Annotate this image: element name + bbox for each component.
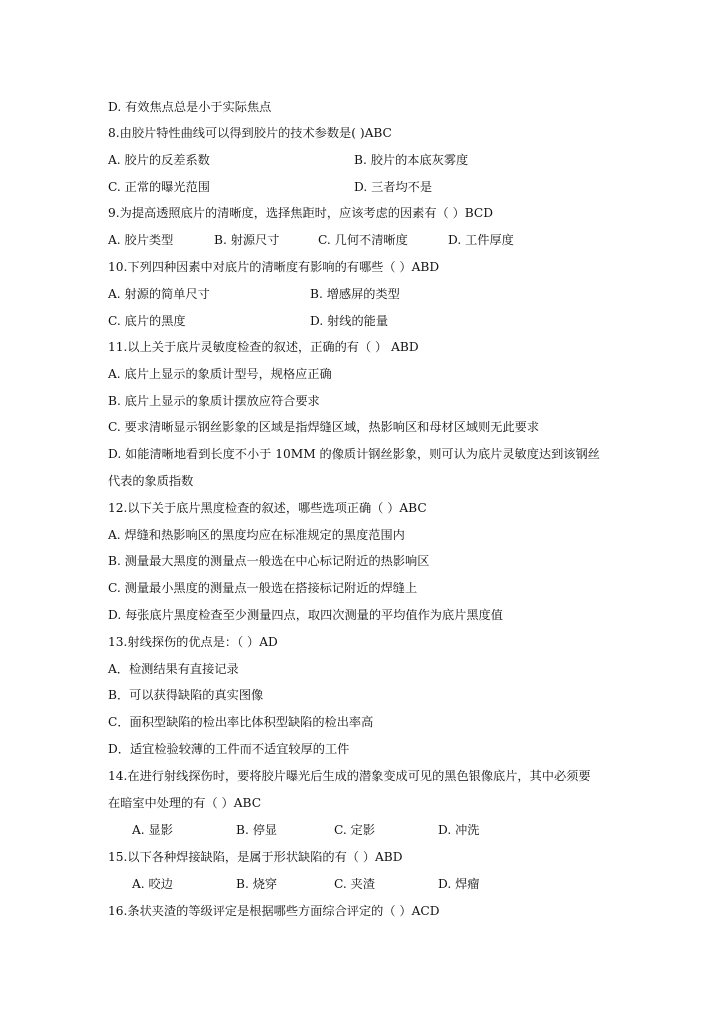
q7-option-d: D. 有效焦点总是小于实际焦点 bbox=[108, 100, 272, 114]
question-9: 9.为提高透照底片的清晰度，选择焦距时，应该考虑的因素有（ ）BCD bbox=[108, 206, 494, 220]
q12-option-d: D. 每张底片黑度检查至少测量四点，取四次测量的平均值作为底片黑度值 bbox=[108, 608, 503, 622]
q14-option-b: B. 停显 bbox=[236, 823, 278, 837]
q9-option-c: C. 几何不清晰度 bbox=[318, 233, 408, 247]
q11-option-d: D. 如能清晰地看到长度不小于 10MM 的像质计钢丝影象，则可认为底片灵敏度达到该钢丝 bbox=[108, 447, 600, 461]
q13-option-d: D．适宜检验较薄的工件而不适宜较厚的工件 bbox=[108, 742, 350, 756]
q13-option-c: C．面积型缺陷的检出率比体积型缺陷的检出率高 bbox=[108, 715, 374, 729]
q15-option-b: B. 烧穿 bbox=[236, 877, 278, 891]
question-11: 11.以上关于底片灵敏度检查的叙述，正确的有（ ） ABD bbox=[108, 340, 419, 354]
question-16: 16.条状夹渣的等级评定是根据哪些方面综合评定的（ ）ACD bbox=[108, 904, 440, 918]
q12-option-c: C. 测量最小黑度的测量点一般选在搭接标记附近的焊缝上 bbox=[108, 581, 418, 595]
q8-option-d: D. 三者均不是 bbox=[354, 180, 433, 194]
q15-option-d: D. 焊瘤 bbox=[438, 877, 480, 891]
q9-option-a: A. 胶片类型 bbox=[108, 233, 174, 247]
question-12: 12.以下关于底片黑度检查的叙述，哪些选项正确（ ）ABC bbox=[108, 501, 427, 515]
question-14: 14.在进行射线探伤时，要将胶片曝光后生成的潜象变成可见的黑色银像底片，其中必须要 bbox=[108, 769, 591, 783]
q14-options-row bbox=[108, 822, 668, 838]
q8-options-row-2 bbox=[108, 179, 668, 195]
q13-option-b: B．可以获得缺陷的真实图像 bbox=[108, 688, 264, 702]
question-15: 15.以下各种焊接缺陷，是属于形状缺陷的有（ ）ABD bbox=[108, 850, 403, 864]
q14-option-a: A. 显影 bbox=[132, 823, 173, 837]
q10-option-d: D. 射线的能量 bbox=[310, 314, 389, 328]
q15-options-row bbox=[108, 876, 668, 892]
q9-option-b: B. 射源尺寸 bbox=[214, 233, 280, 247]
q13-option-a: A．检测结果有直接记录 bbox=[108, 662, 239, 676]
q14-option-d: D. 冲洗 bbox=[438, 823, 480, 837]
question-10: 10.下列四种因素中对底片的清晰度有影响的有哪些（ ）ABD bbox=[108, 260, 440, 274]
q9-option-d: D. 工件厚度 bbox=[448, 233, 514, 247]
question-8: 8.由胶片特性曲线可以得到胶片的技术参数是( )ABC bbox=[108, 126, 392, 140]
q11-option-c: C. 要求清晰显示钢丝影象的区域是指焊缝区域，热影响区和母材区域则无此要求 bbox=[108, 420, 540, 434]
q10-option-c: C. 底片的黑度 bbox=[108, 314, 186, 328]
q14-option-c: C. 定影 bbox=[334, 823, 376, 837]
q12-option-b: B. 测量最大黑度的测量点一般选在中心标记附近的热影响区 bbox=[108, 554, 430, 568]
question-13: 13.射线探伤的优点是：（ ）AD bbox=[108, 635, 278, 649]
q8-option-b: B. 胶片的本底灰雾度 bbox=[354, 153, 469, 167]
q8-option-c: C. 正常的曝光范围 bbox=[108, 180, 210, 194]
q10-option-b: B. 增感屏的类型 bbox=[310, 287, 400, 301]
q9-options-row bbox=[108, 232, 668, 248]
q10-option-a: A. 射源的简单尺寸 bbox=[108, 287, 210, 301]
q11-option-d-continued: 代表的象质指数 bbox=[108, 474, 194, 488]
q12-option-a: A. 焊缝和热影响区的黑度均应在标准规定的黑度范围内 bbox=[108, 528, 405, 542]
q15-option-c: C. 夹渣 bbox=[334, 877, 376, 891]
q11-option-a: A. 底片上显示的象质计型号，规格应正确 bbox=[108, 367, 332, 381]
q10-options-row-2 bbox=[108, 313, 668, 329]
q8-options-row-1 bbox=[108, 152, 668, 168]
q8-option-a: A. 胶片的反差系数 bbox=[108, 153, 210, 167]
q10-options-row-1 bbox=[108, 286, 668, 302]
q15-option-a: A. 咬边 bbox=[132, 877, 173, 891]
question-14-continued: 在暗室中处理的有（ ）ABC bbox=[108, 796, 262, 810]
q11-option-b: B. 底片上显示的象质计摆放应符合要求 bbox=[108, 394, 320, 408]
